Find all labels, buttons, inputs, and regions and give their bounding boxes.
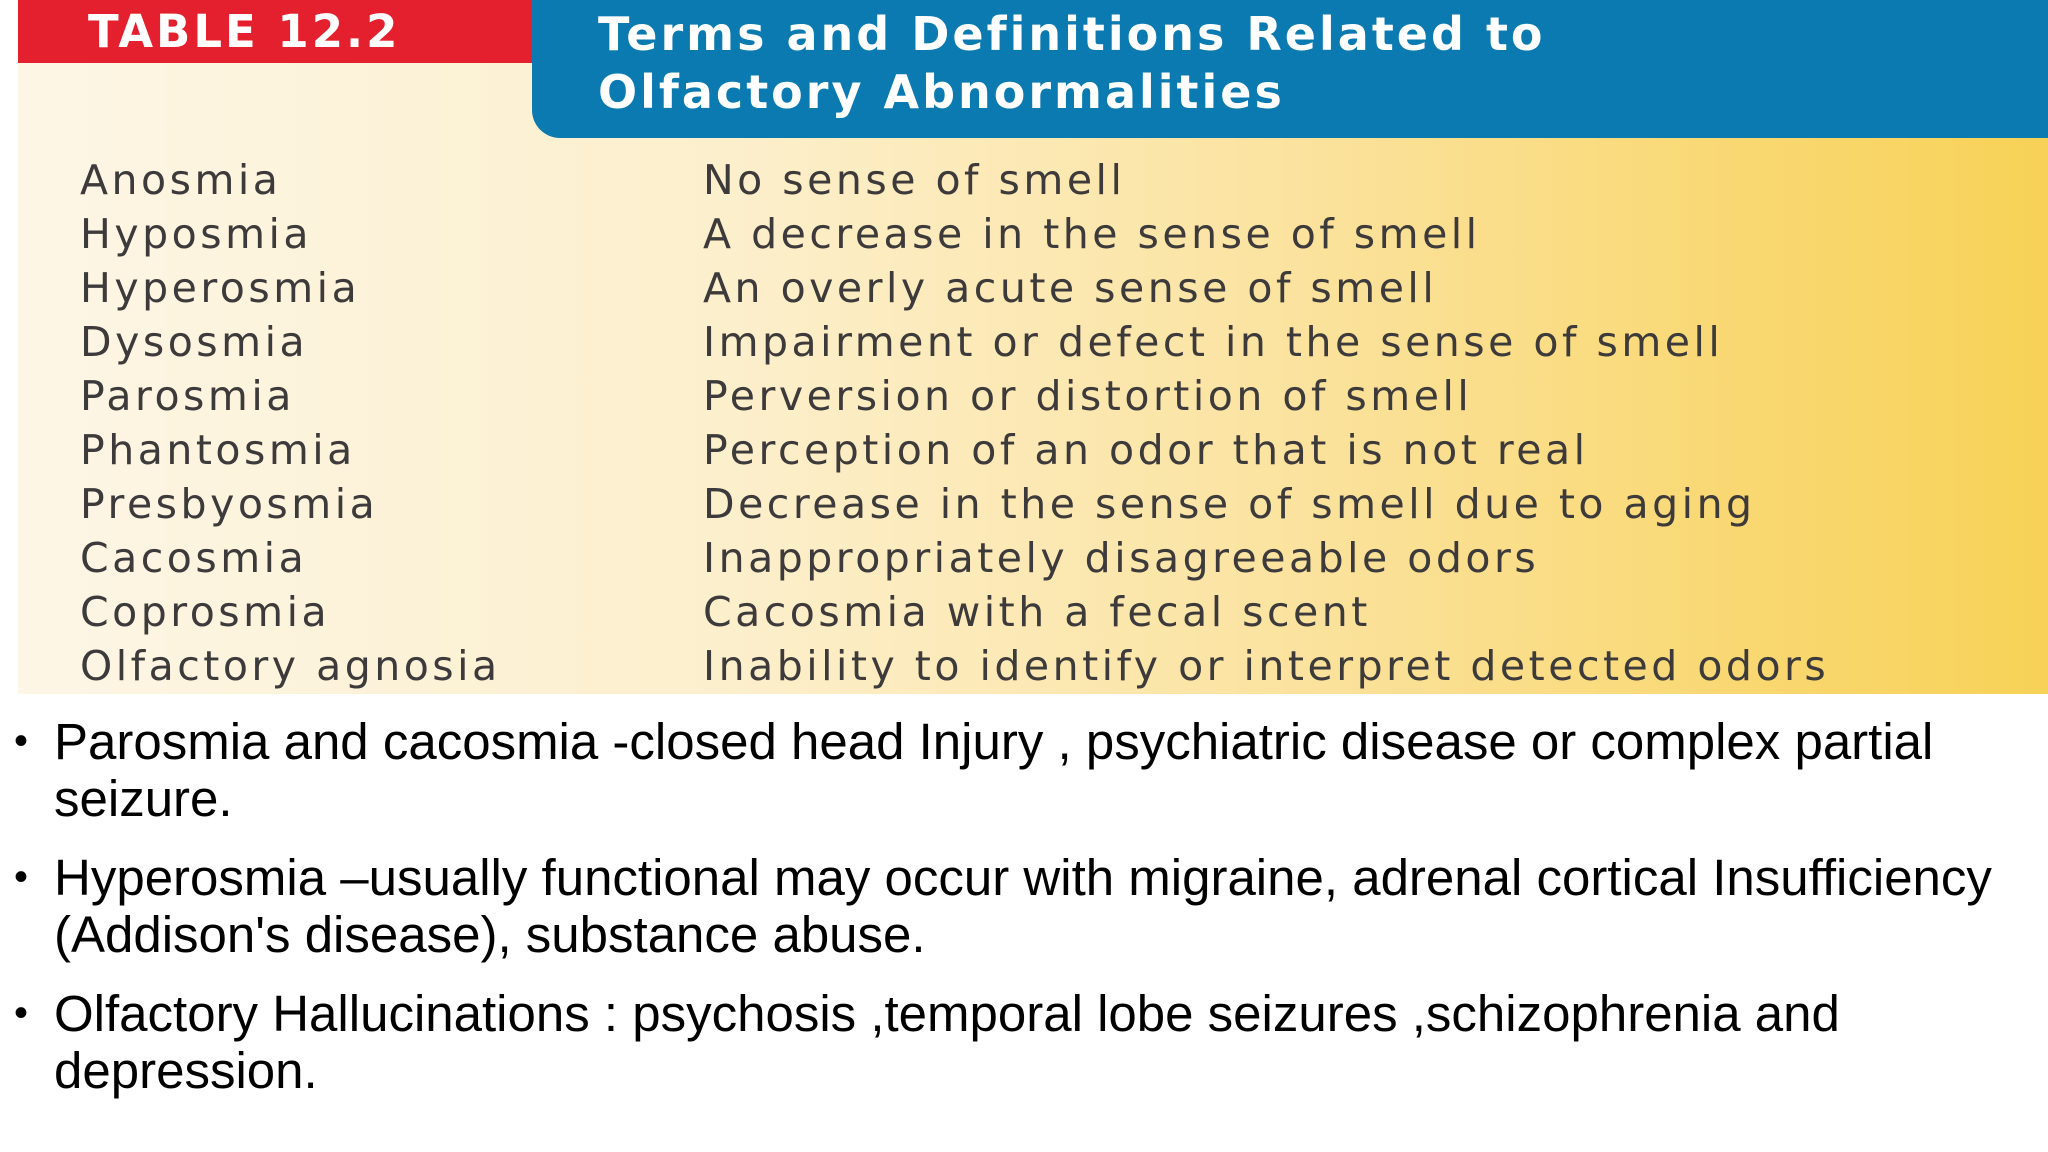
term-name: Parosmia bbox=[80, 372, 295, 420]
bullet-item bbox=[0, 713, 2048, 827]
bullet-icon: • bbox=[14, 855, 29, 899]
bullet-text: Olfactory Hallucinations : psychosis ,temporal lobe seizures ,schizophrenia and depression. bbox=[54, 985, 1840, 1099]
term-definition: Perversion or distortion of smell bbox=[703, 372, 1473, 420]
term-name: Dysosmia bbox=[80, 318, 309, 366]
term-row bbox=[80, 315, 2040, 369]
bullet-item bbox=[0, 985, 2048, 1099]
term-name: Phantosmia bbox=[80, 426, 356, 474]
term-definition: Impairment or defect in the sense of smell bbox=[703, 318, 1724, 366]
term-name: Anosmia bbox=[80, 156, 282, 204]
bullet-icon: • bbox=[14, 991, 29, 1035]
term-row bbox=[80, 585, 2040, 639]
term-definition: Inappropriately disagreeable odors bbox=[703, 534, 1540, 582]
bullet-text: Hyperosmia –usually functional may occur with migraine, adrenal cortical Insufficiency (Addison's disease), substance abuse. bbox=[54, 849, 1992, 963]
term-name: Cacosmia bbox=[80, 534, 308, 582]
term-name: Hyperosmia bbox=[80, 264, 361, 312]
term-definition: A decrease in the sense of smell bbox=[703, 210, 1481, 258]
term-name: Coprosmia bbox=[80, 588, 331, 636]
bullet-item bbox=[0, 849, 2048, 963]
term-row bbox=[80, 369, 2040, 423]
term-definition: No sense of smell bbox=[703, 156, 1126, 204]
term-row bbox=[80, 531, 2040, 585]
bullet-icon: • bbox=[14, 719, 29, 763]
term-row bbox=[80, 639, 2040, 693]
table-title-banner bbox=[532, 0, 2048, 138]
term-definition: Cacosmia with a fecal scent bbox=[703, 588, 1371, 636]
term-definition: Decrease in the sense of smell due to aging bbox=[703, 480, 1756, 528]
bullet-list bbox=[0, 713, 2048, 1121]
term-row bbox=[80, 261, 2040, 315]
term-name: Olfactory agnosia bbox=[80, 642, 501, 690]
table-title-line-2: Olfactory Abnormalities bbox=[598, 65, 1285, 119]
bullet-text: Parosmia and cacosmia -closed head Injury , psychiatric disease or complex partial seizure. bbox=[54, 713, 1934, 827]
table-number-label: TABLE 12.2 bbox=[18, 0, 532, 63]
term-row bbox=[80, 153, 2040, 207]
term-row bbox=[80, 477, 2040, 531]
terms-list bbox=[80, 153, 2040, 693]
term-definition: An overly acute sense of smell bbox=[703, 264, 1438, 312]
term-name: Hyposmia bbox=[80, 210, 313, 258]
table-figure bbox=[18, 0, 2048, 694]
table-title-line-1: Terms and Definitions Related to bbox=[598, 7, 1546, 61]
term-row bbox=[80, 207, 2040, 261]
term-row bbox=[80, 423, 2040, 477]
term-definition: Inability to identify or interpret detected odors bbox=[703, 642, 1830, 690]
term-name: Presbyosmia bbox=[80, 480, 379, 528]
term-definition: Perception of an odor that is not real bbox=[703, 426, 1589, 474]
